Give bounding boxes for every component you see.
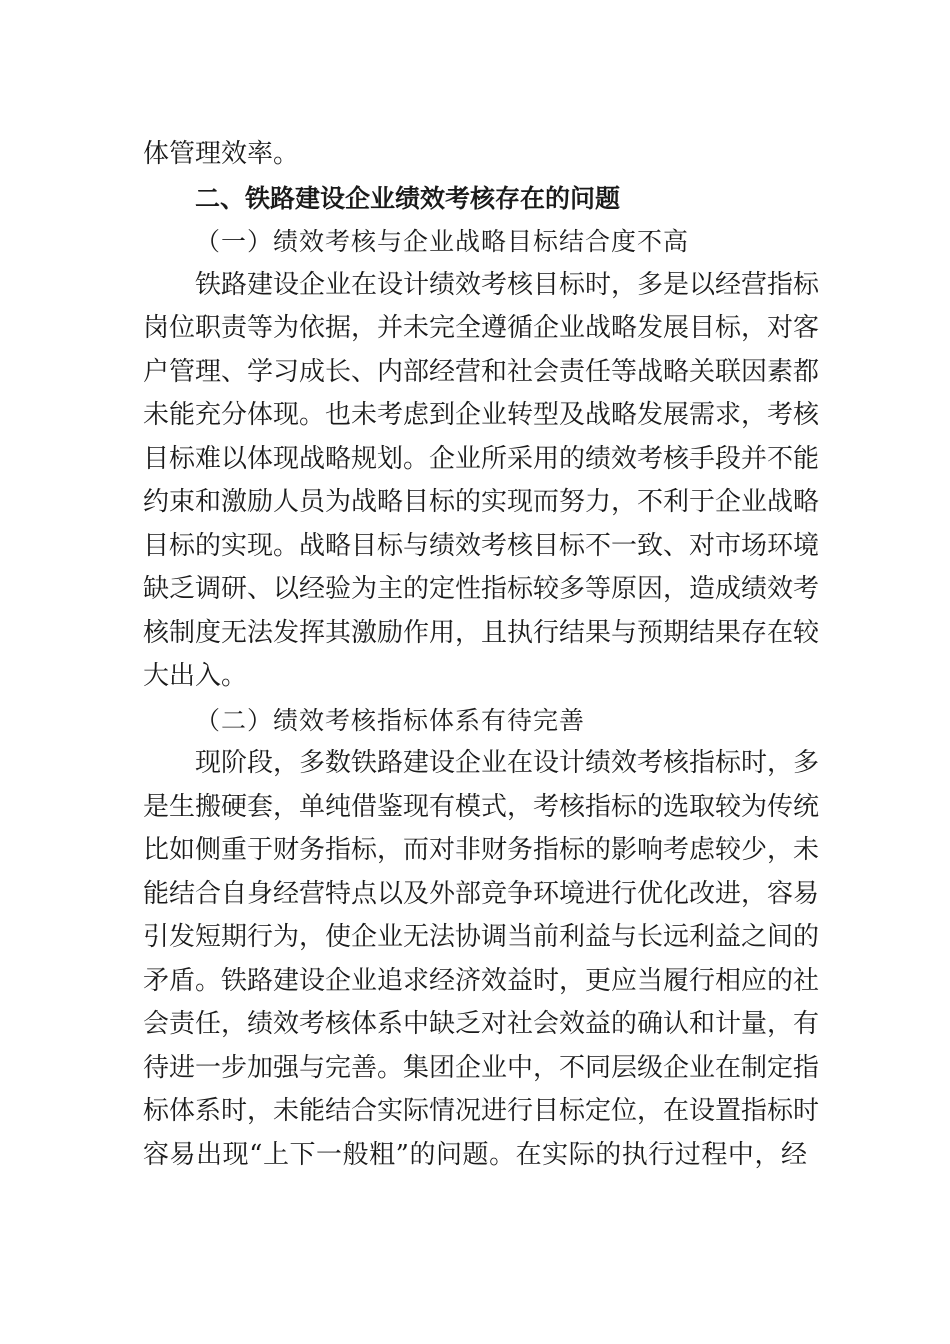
paragraph-line: 未能充分体现。也未考虑到企业转型及战略发展需求，考核 (143, 400, 820, 430)
paragraph-line: 标体系时，未能结合实际情况进行目标定位，在设置指标时 (143, 1096, 820, 1126)
paragraph-line: 户管理、学习成长、内部经营和社会责任等战略关联因素都 (143, 356, 820, 387)
paragraph-line: 核制度无法发挥其激励作用，且执行结果与预期结果存在较 (143, 617, 820, 648)
paragraph-line: 约束和激励人员为战略目标的实现而努力，不利于企业战略 (143, 487, 820, 517)
paragraph-line: 比如侧重于财务指标，而对非财务指标的影响考虑较少，未 (143, 835, 820, 865)
subsection-2-heading: （二）绩效考核指标体系有待完善 (195, 705, 586, 735)
paragraph-line: 目标难以体现战略规划。企业所采用的绩效考核手段并不能 (143, 443, 820, 474)
paragraph-line: 铁路建设企业在设计绩效考核目标时，多是以经营指标 (195, 269, 820, 300)
subsection-1-paragraph (143, 264, 820, 699)
paragraph-line: 待进一步加强与完善。集团企业中，不同层级企业在制定指 (143, 1052, 820, 1083)
paragraph-line: 目标的实现。战略目标与绩效考核目标不一致、对市场环境 (143, 530, 820, 561)
subsection-2-paragraph (143, 742, 820, 1177)
paragraph-line: 会责任，绩效考核体系中缺乏对社会效益的确认和计量，有 (143, 1009, 820, 1039)
paragraph-line: 矛盾。铁路建设企业追求经济效益时，更应当履行相应的社 (143, 965, 820, 996)
paragraph-line: 大出入。 (143, 661, 248, 691)
section-heading: 二、铁路建设企业绩效考核存在的问题 (195, 183, 621, 213)
paragraph-line: 缺乏调研、以经验为主的定性指标较多等原因，造成绩效考 (143, 574, 820, 604)
paragraph-line: 是生搬硬套，单纯借鉴现有模式，考核指标的选取较为传统 (143, 791, 820, 822)
subsection-1-heading: （一）绩效考核与企业战略目标结合度不高 (195, 227, 690, 256)
document-body (143, 133, 820, 1177)
paragraph-line: 能结合自身经营特点以及外部竞争环境进行优化改进，容易 (143, 878, 820, 909)
paragraph-line: 现阶段，多数铁路建设企业在设计绩效考核指标时，多 (195, 748, 820, 778)
paragraph-line: 岗位职责等为依据，并未完全遵循企业战略发展目标，对客 (143, 313, 820, 343)
paragraph-line: 容易出现“上下一般粗”的问题。在实际的执行过程中，经 (143, 1139, 807, 1170)
carry-over-line: 体管理效率。 (143, 139, 300, 169)
paragraph-line: 引发短期行为，使企业无法协调当前利益与长远利益之间的 (143, 922, 820, 952)
